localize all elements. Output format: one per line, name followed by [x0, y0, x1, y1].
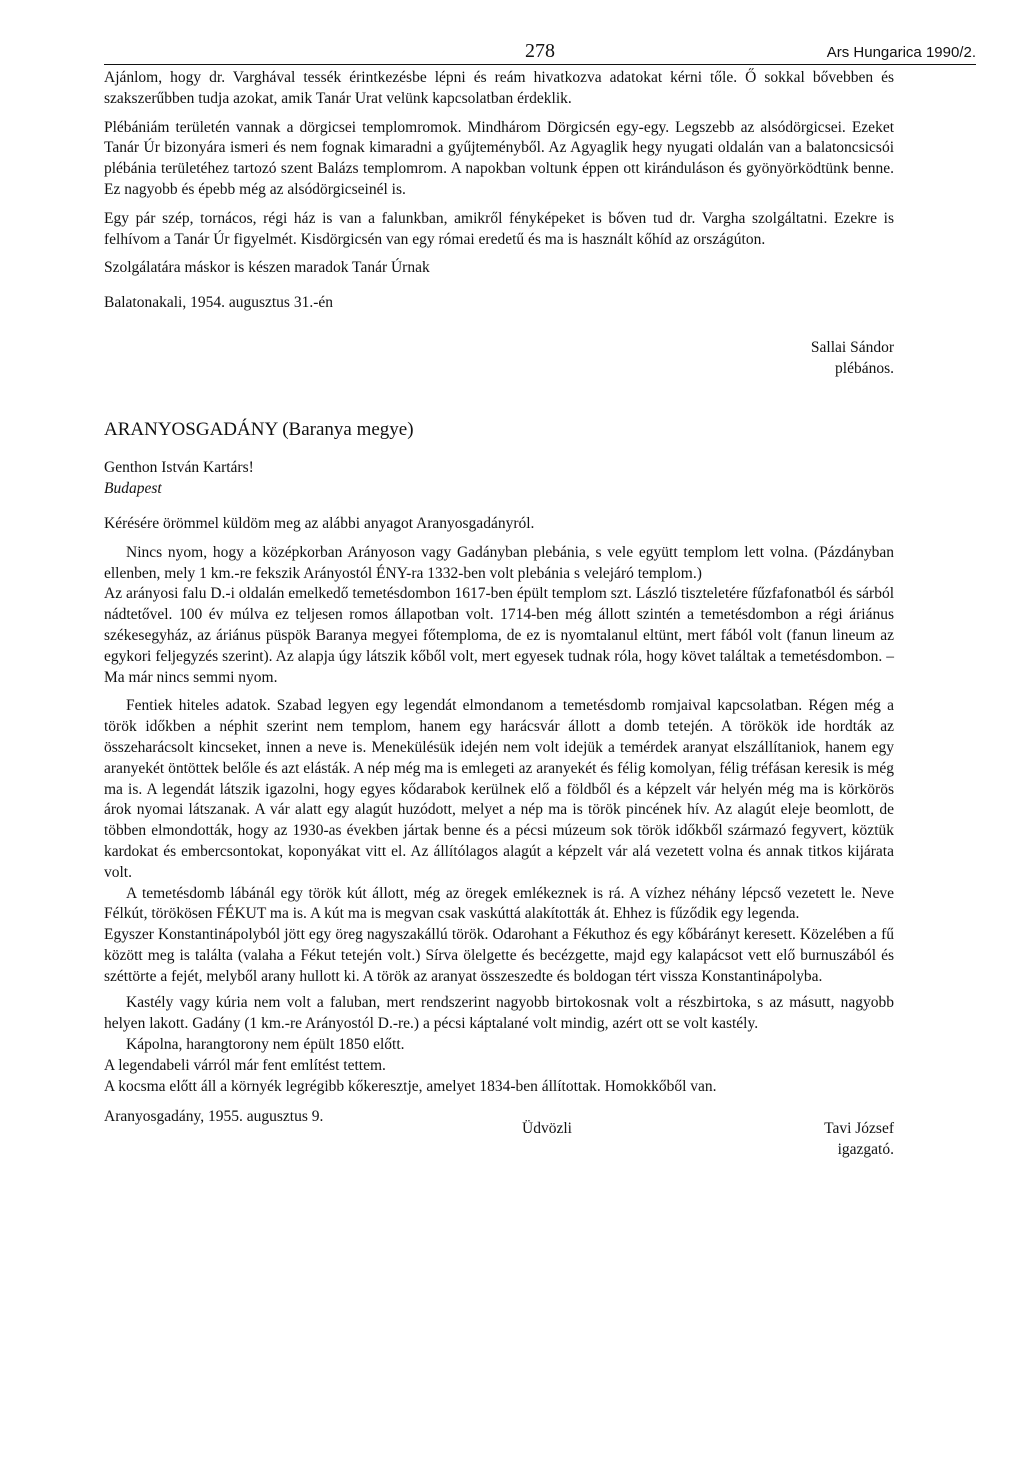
letter1-signature-name: Sallai Sándor: [810, 338, 894, 356]
letter1-closing: Szolgálatára máskor is készen maradok Tanár Úrnak: [104, 259, 430, 277]
section-title: ARANYOSGADÁNY (Baranya megye): [104, 418, 414, 440]
section2-signature-name: Tavi József: [824, 1120, 894, 1138]
section2-signature-title: igazgató.: [837, 1141, 894, 1159]
page-number: 278: [525, 40, 555, 62]
section2-paragraph-4: Fentiek hiteles adatok. Szabad legyen egy legendát elmondanom a temetésdomb romjaival kapcsolatban. Régen még a török időkben a néphit szerint nem templom, hanem egy harácsvár állott a domb tetején. A törökök ide hordták az összeharácsolt kincseket, innen a neve is. Menekülésük idején nem volt idejük a temérdek aranyat elszállítaniok, hanem egy aranyekét öntöttek belőle és azt elásták. A nép még ma is emlegeti az aranyekét és félig komolyan, félig tréfásan keresik is még ma is. A legendát látszik igazolni, hogy egyes kődarabok kerülnek elő a földből és a képzelt vár helyén még ma is körkörös árok nyomai látszanak. A vár alatt egy alagút huzódott, melyet a nép ma is török pincének hív. Az alagút eleje beomlott, de többen elmondották, hogy az 1930-as években jártak benne és a pécsi múzeum sok török időkből származó fegyvert, köztük kardokat és embercsontokat, koponyákat vitt el. Az állítólagos alagút a képzelt vár alá vezetett volna és annak titkos kijárata volt.: [104, 697, 894, 881]
journal-reference: Ars Hungarica 1990/2.: [826, 44, 976, 61]
section2-paragraph-5: A temetésdomb lábánál egy török kút állott, még az öregek emlékeznek is rá. A vízhez néhány lépcső vezetett le. Neve Félkút, törökösen FÉKUT ma is. A kút ma is megvan csak vaskúttá alakították át. Ehhez is fűződik egy legenda.: [104, 884, 894, 923]
section2-signature: [824, 1119, 894, 1161]
letter1-paragraph-1: Ajánlom, hogy dr. Varghával tessék érintkezésbe lépni és reám hivatkozva adatokat kérni tőle. Ő sokkal bővebben és szakszerűbben tudja azokat, amik Tanár Urat velünk kapcsolatban érdeklik.: [104, 69, 894, 107]
section2-paragraph-3: Az arányosi falu D.-i oldalán emelkedő temetésdombon 1617-ben épült templom szt. László tiszteletére fűzfafonatból és sárból nádtetővel. 100 év múlva ez teljesen romos állapotban volt. 1714-ben még állott szintén a temetésdombon a régi áriánus székesegyház, az áriánus püspök Baranya megyei főtemploma, de ez is nyomtalanul eltünt, mert fából volt (fanun lineum az egykori feljegyzés szerint). Az alapja úgy látszik kőből volt, mert egyesek tudnak róla, hogy követ találtak a temetésdombon. – Ma már nincs semmi nyom.: [104, 585, 894, 686]
page-content: [104, 68, 894, 1167]
section2-paragraph-6: Egyszer Konstantinápolyból jött egy öreg nagyszakállú török. Odarohant a Fékuthoz és egy kőbárányt keresett. Közelében a fű között meg is találta (valaha a Fékut tetején volt.) Sírva ölelgette és becézgette, majd egy kalapácsot vett elő burnuszából és széttörte a fejét, melyből arany hullott ki. A török az aranyat összeszedte és boldogan tért vissza Konstantinápolyba.: [104, 926, 894, 985]
section2-place-date: Aranyosgadány, 1955. augusztus 9.: [104, 1108, 324, 1126]
letter1-signature-title: plébános.: [835, 359, 894, 377]
section2-closing-row: [104, 1107, 894, 1167]
section2-paragraph-1: Kérésére örömmel küldöm meg az alábbi anyagot Aranyosgadányról.: [104, 514, 535, 532]
section2-paragraph-7: Kastély vagy kúria nem volt a faluban, mert rendszerint nagyobb birtokosnak volt a részbirtoka, s az másutt, nagyobb helyen lakott. Gadány (1 km.-re Arányostól D.-re.) a pécsi káptalané volt mindig, azért ott se volt kastély.: [104, 994, 894, 1033]
section2-salutation: Genthon István Kartárs!: [104, 459, 254, 477]
letter1-place-date: Balatonakali, 1954. augusztus 31.-én: [104, 294, 334, 312]
page-header: [104, 40, 976, 64]
section2-paragraph-8: Kápolna, harangtorony nem épült 1850 előtt.: [126, 1036, 405, 1054]
letter1-paragraph-3: Egy pár szép, tornácos, régi ház is van a falunkban, amikről fényképeket is bőven tud dr. Vargha szolgáltatni. Ezekre is felhívom a Tanár Úr figyelmét. Kisdörgicsén van egy római eredetű és ma is használt kőhíd az országúton.: [104, 209, 894, 248]
section2-greeting: Üdvözli: [522, 1120, 572, 1138]
section2-paragraph-2: Nincs nyom, hogy a középkorban Arányoson vagy Gadányban plebánia, s vele együtt templom lett volna. (Pázdányban ellenben, mely 1 km.-re fekszik Arányostól ÉNY-ra 1332-ben volt plebánia s velejáró templom.): [104, 543, 894, 582]
section2-paragraph-10: A kocsma előtt áll a környék legrégibb kőkeresztje, amelyet 1834-ben állítottak. Homokkőből van.: [104, 1077, 717, 1095]
header-rule: [104, 64, 976, 65]
section2-paragraph-9: A legendabeli várról már fent említést tettem.: [104, 1056, 386, 1074]
letter1-paragraph-2: Plébániám területén vannak a dörgicsei templomromok. Mindhárom Dörgicsén egy-egy. Legszebb az alsódörgicsei. Ezeket Tanár Úr bizonyára ismeri és nem fognak kimaradni a gyűjteményből. Az Agyaglik hegy nyugati oldalán van a balatoncsicsói plébánia területéhez tartozó szent Balázs templomrom. A napokban voltunk éppen ott kiránduláson és gyönyörködtünk benne. Ez nagyobb és épebb még az alsódörgicseinél is.: [104, 118, 894, 198]
section2-city: Budapest: [104, 480, 162, 498]
letter1-signature: [104, 338, 894, 380]
